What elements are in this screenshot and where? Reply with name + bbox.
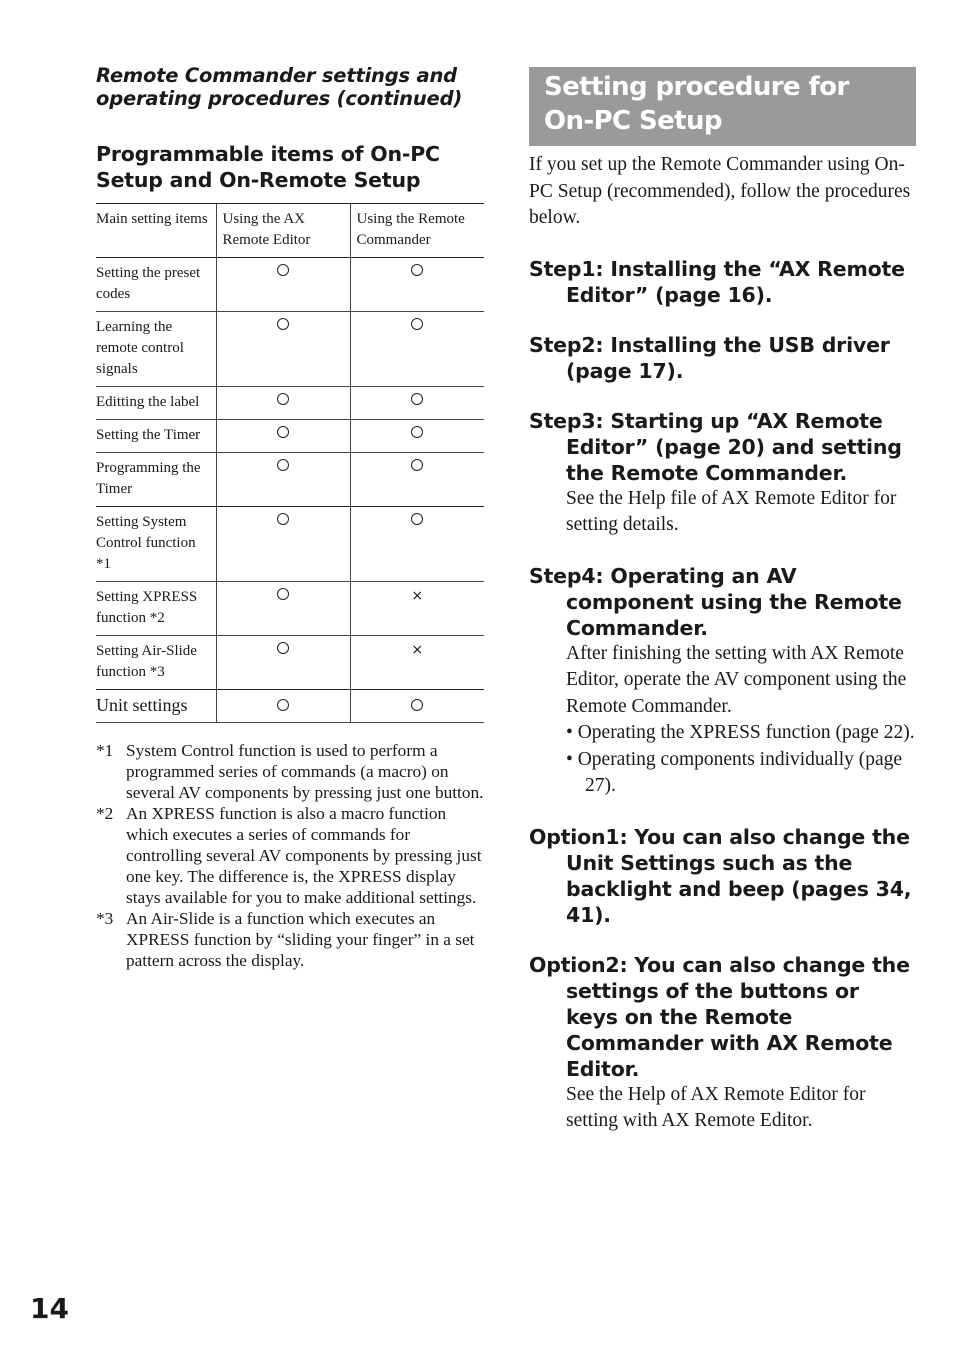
step-1: [529, 256, 917, 308]
option-1: [529, 824, 917, 928]
circle-mark-icon: [411, 318, 423, 330]
circle-mark-icon: [277, 588, 289, 600]
remote-commander-mark: [350, 312, 484, 387]
remote-commander-mark: [350, 387, 484, 420]
table-row: [96, 453, 484, 507]
remote-commander-mark: [350, 507, 484, 582]
row-item-label: Programming the Timer: [96, 453, 216, 507]
circle-mark-icon: [411, 513, 423, 525]
remote-commander-mark: [350, 690, 484, 723]
ax-editor-mark: [216, 453, 350, 507]
header-ax-remote-editor: Using the AX Remote Editor: [216, 204, 350, 258]
intro-paragraph: If you set up the Remote Commander using On-PC Setup (recommended), follow the procedures below.: [529, 154, 911, 228]
circle-mark-icon: [411, 459, 423, 471]
left-column: [96, 64, 486, 971]
cross-mark-icon: ×: [411, 642, 424, 658]
table-heading-line2: Setup and On-Remote Setup: [96, 168, 421, 192]
cross-mark-icon: ×: [411, 588, 424, 604]
header-remote-commander: Using the Remote Commander: [350, 204, 484, 258]
circle-mark-icon: [277, 264, 289, 276]
section-banner-title: Setting procedure for On-PC Setup: [529, 67, 916, 146]
footnote-mark: *1: [96, 741, 114, 760]
header-main-setting-items: Main setting items: [96, 204, 216, 258]
ax-editor-mark: [216, 312, 350, 387]
table-heading-line1: Programmable items of On-PC: [96, 142, 440, 166]
continued-heading: [96, 64, 486, 110]
circle-mark-icon: [277, 699, 289, 711]
circle-mark-icon: [411, 699, 423, 711]
table-heading: [96, 141, 486, 193]
step-title: Step4: Operating an AV component using the Remote Commander.: [529, 563, 902, 640]
option-title: Option2: You can also change the settings of the buttons or keys on the Remote Commander with AX Remote Editor.: [529, 952, 910, 1081]
circle-mark-icon: [277, 426, 289, 438]
circle-mark-icon: [411, 264, 423, 276]
remote-commander-mark: [350, 582, 484, 636]
footnote-text: System Control function is used to perform a programmed series of commands (a macro) on several AV components by pressing just one button.: [126, 741, 484, 802]
table-row: [96, 690, 484, 723]
footnote-mark: *2: [96, 804, 114, 823]
row-item-label: Unit settings: [96, 690, 216, 723]
option-title: Option1: You can also change the Unit Settings such as the backlight and beep (pages 34, 41).: [529, 824, 912, 927]
footnote: [96, 803, 486, 908]
bullet-item: • Operating the XPRESS function (page 22).: [566, 722, 915, 743]
footnote: [96, 908, 486, 971]
page-number: 14: [30, 1292, 69, 1325]
step-text: After finishing the setting with AX Remote Editor, operate the AV component using the Remote Commander.: [566, 642, 907, 717]
programmable-items-table: [96, 203, 484, 723]
footnote-text: An XPRESS function is also a macro function which executes a series of commands for controlling several AV components by pressing just one key. The difference is, the XPRESS display stays available for you to make additional settings.: [126, 804, 482, 907]
step-2: [529, 332, 917, 384]
circle-mark-icon: [411, 426, 423, 438]
table-row: [96, 582, 484, 636]
row-item-label: Editting the label: [96, 387, 216, 420]
circle-mark-icon: [277, 642, 289, 654]
right-column: [529, 67, 917, 1135]
table-row: [96, 387, 484, 420]
row-item-label: Setting System Control function *1: [96, 507, 216, 582]
row-item-label: Setting the preset codes: [96, 258, 216, 312]
step-title: Step1: Installing the “AX Remote Editor” (page 16).: [529, 256, 905, 307]
circle-mark-icon: [277, 393, 289, 405]
table-row: [96, 507, 484, 582]
table-row: [96, 636, 484, 690]
table-header-row: [96, 204, 484, 258]
step-text: See the Help file of AX Remote Editor for setting details.: [566, 487, 897, 535]
continued-heading-line1: Remote Commander settings and: [96, 64, 457, 87]
table-row: [96, 420, 484, 453]
option-text: See the Help of AX Remote Editor for setting with AX Remote Editor.: [566, 1083, 866, 1131]
circle-mark-icon: [277, 318, 289, 330]
ax-editor-mark: [216, 690, 350, 723]
circle-mark-icon: [411, 393, 423, 405]
step-4: [529, 563, 917, 800]
ax-editor-mark: [216, 636, 350, 690]
circle-mark-icon: [277, 459, 289, 471]
table-row: [96, 258, 484, 312]
footnotes: [96, 740, 486, 971]
remote-commander-mark: [350, 453, 484, 507]
row-item-label: Setting Air-Slide function *3: [96, 636, 216, 690]
remote-commander-mark: [350, 636, 484, 690]
ax-editor-mark: [216, 507, 350, 582]
footnote-text: An Air-Slide is a function which executes an XPRESS function by “sliding your finger” in a set pattern across the display.: [126, 909, 475, 970]
footnote: [96, 740, 486, 803]
option-2: [529, 952, 917, 1135]
row-item-label: Setting XPRESS function *2: [96, 582, 216, 636]
step-title: Step2: Installing the USB driver (page 17).: [529, 332, 890, 383]
step-3: [529, 408, 917, 539]
remote-commander-mark: [350, 420, 484, 453]
ax-editor-mark: [216, 582, 350, 636]
remote-commander-mark: [350, 258, 484, 312]
ax-editor-mark: [216, 258, 350, 312]
ax-editor-mark: [216, 387, 350, 420]
row-item-label: Setting the Timer: [96, 420, 216, 453]
ax-editor-mark: [216, 420, 350, 453]
bullet-item: • Operating components individually (page 27).: [566, 748, 903, 796]
step-title: Step3: Starting up “AX Remote Editor” (page 20) and setting the Remote Commander.: [529, 408, 902, 485]
footnote-mark: *3: [96, 909, 114, 928]
continued-heading-line2: operating procedures (continued): [96, 87, 463, 110]
circle-mark-icon: [277, 513, 289, 525]
row-item-label: Learning the remote control signals: [96, 312, 216, 387]
table-row: [96, 312, 484, 387]
